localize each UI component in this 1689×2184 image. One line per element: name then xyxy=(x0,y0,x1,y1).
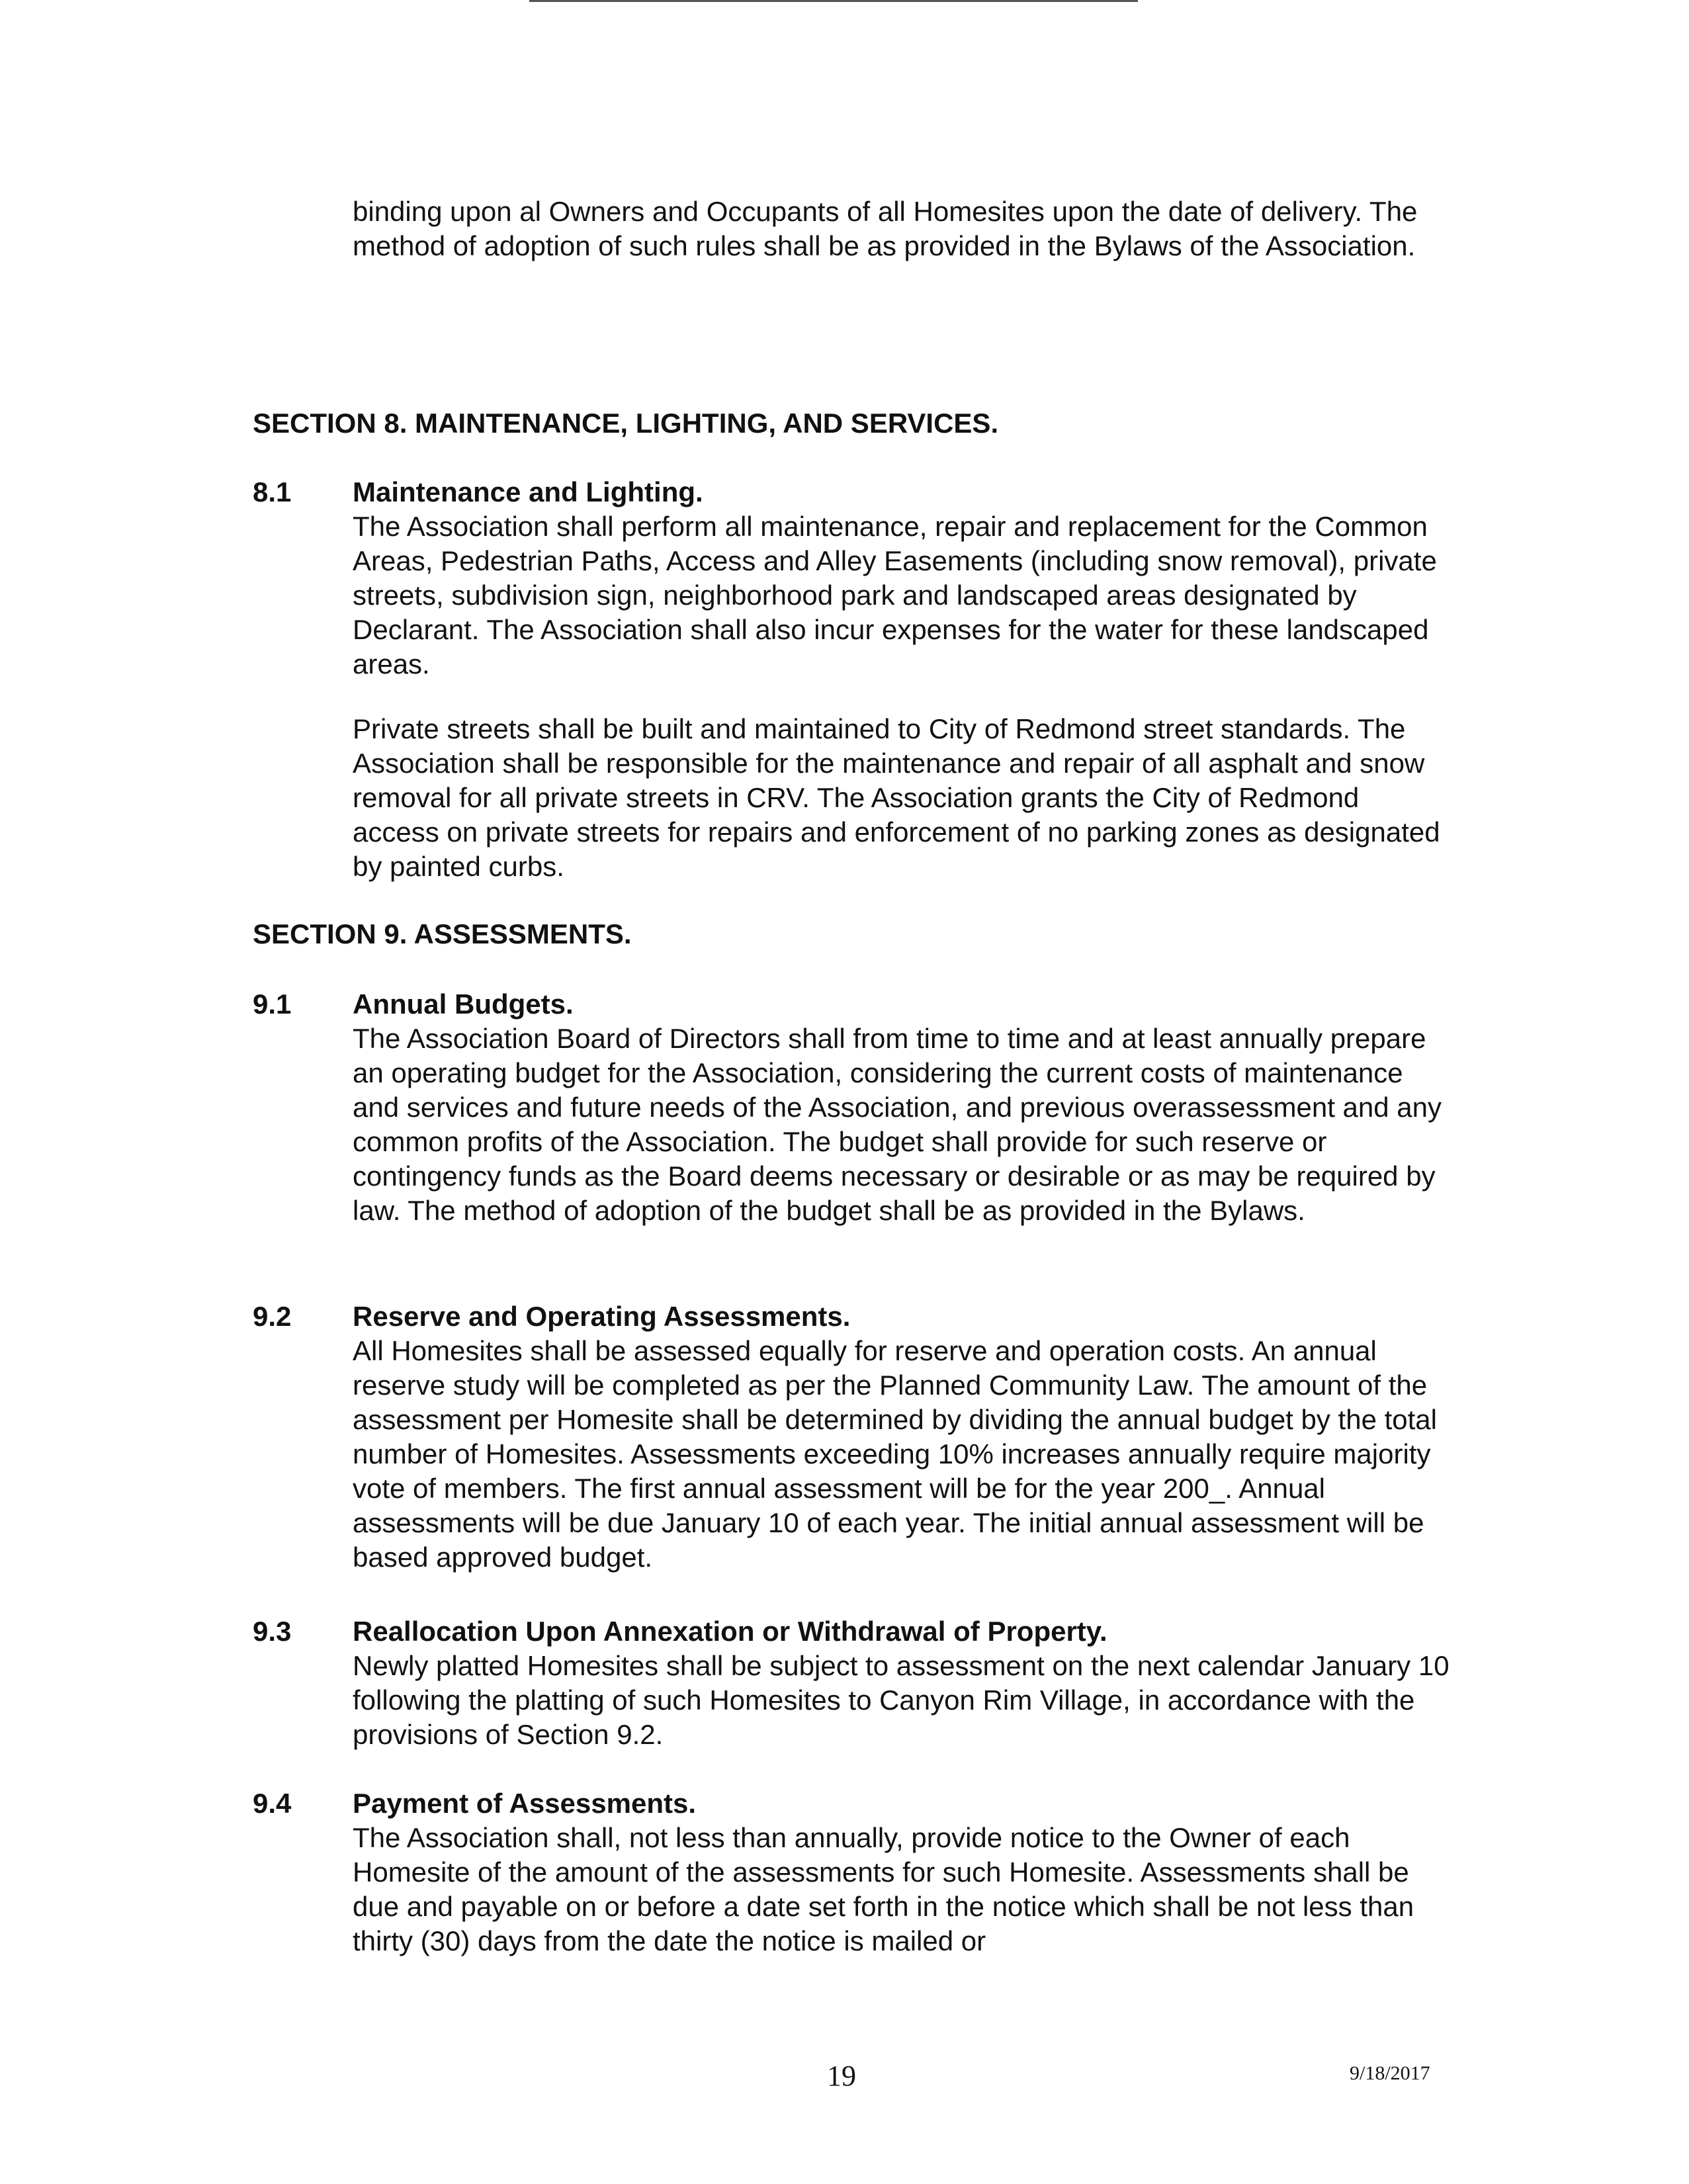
section-9-1-title: Annual Budgets. xyxy=(353,988,574,1020)
section-9-2-paragraph: All Homesites shall be assessed equally for reserve and operation costs. An annual reserve study will be completed as per the Planned Community Law. The amount of the assessment per Homesite shall be determined by dividing the annual budget by the total number of Homesites. Assessments exceeding 10% increases annually require majority vote of members. The first annual assessment will be for the year 200_. Annual assessments will be due January 10 of each year. The initial annual assessment will be based approved budget. xyxy=(353,1335,1437,1573)
footer-date: 9/18/2017 xyxy=(1350,2062,1430,2084)
section-9-1-number: 9.1 xyxy=(253,988,292,1020)
section-8-1-paragraph-1: The Association shall perform all maintenance, repair and replacement for the Common Areas, Pedestrian Paths, Access and Alley Easements (including snow removal), private streets, subdivision sign, neighborhood park and landscaped areas designated by Declarant. The Association shall also incur expenses for the water for these landscaped areas. xyxy=(353,511,1437,679)
section-9-4-number: 9.4 xyxy=(253,1788,292,1819)
section-8-heading: SECTION 8. MAINTENANCE, LIGHTING, AND SERVICES. xyxy=(253,408,999,439)
section-9-3-title: Reallocation Upon Annexation or Withdrawal of Property. xyxy=(353,1616,1107,1647)
section-8-1-paragraph-2: Private streets shall be built and maintained to City of Redmond street standards. The Association shall be responsible for the maintenance and repair of all asphalt and snow removal for all private streets in CRV. The Association grants the City of Redmond access on private streets for repairs and enforcement of no parking zones as designated by painted curbs. xyxy=(353,713,1440,882)
section-8-1-title: Maintenance and Lighting. xyxy=(353,476,703,507)
intro-paragraph: binding upon al Owners and Occupants of all Homesites upon the date of delivery. The method of adoption of such rules shall be as provided in the Bylaws of the Association. xyxy=(353,196,1418,261)
page-number: 19 xyxy=(827,2060,856,2092)
section-9-4-title: Payment of Assessments. xyxy=(353,1788,696,1819)
section-9-3-paragraph: Newly platted Homesites shall be subject to assessment on the next calendar January 10 following the platting of such Homesites to Canyon Rim Village, in accordance with the provisions of Section 9.2. xyxy=(353,1650,1450,1750)
section-9-2-title: Reserve and Operating Assessments. xyxy=(353,1301,851,1332)
section-9-2-number: 9.2 xyxy=(253,1301,292,1332)
section-8-1-number: 8.1 xyxy=(253,476,292,507)
section-9-4-paragraph: The Association shall, not less than annually, provide notice to the Owner of each Homesite of the amount of the assessments for such Homesite. Assessments shall be due and payable on or before a date set forth in the notice which shall be not less than thirty (30) days from the date the notice is mailed or xyxy=(353,1822,1414,1956)
section-9-3-number: 9.3 xyxy=(253,1616,292,1647)
section-9-heading: SECTION 9. ASSESSMENTS. xyxy=(253,918,632,949)
section-9-1-paragraph: The Association Board of Directors shall from time to time and at least annually prepare an operating budget for the Association, considering the current costs of maintenance and services and future needs of the Association, and previous overassessment and any common profits of the Association. The budget shall provide for such reserve or contingency funds as the Board deems necessary or desirable or as may be required by law. The method of adoption of the budget shall be as provided in the Bylaws. xyxy=(353,1023,1442,1226)
